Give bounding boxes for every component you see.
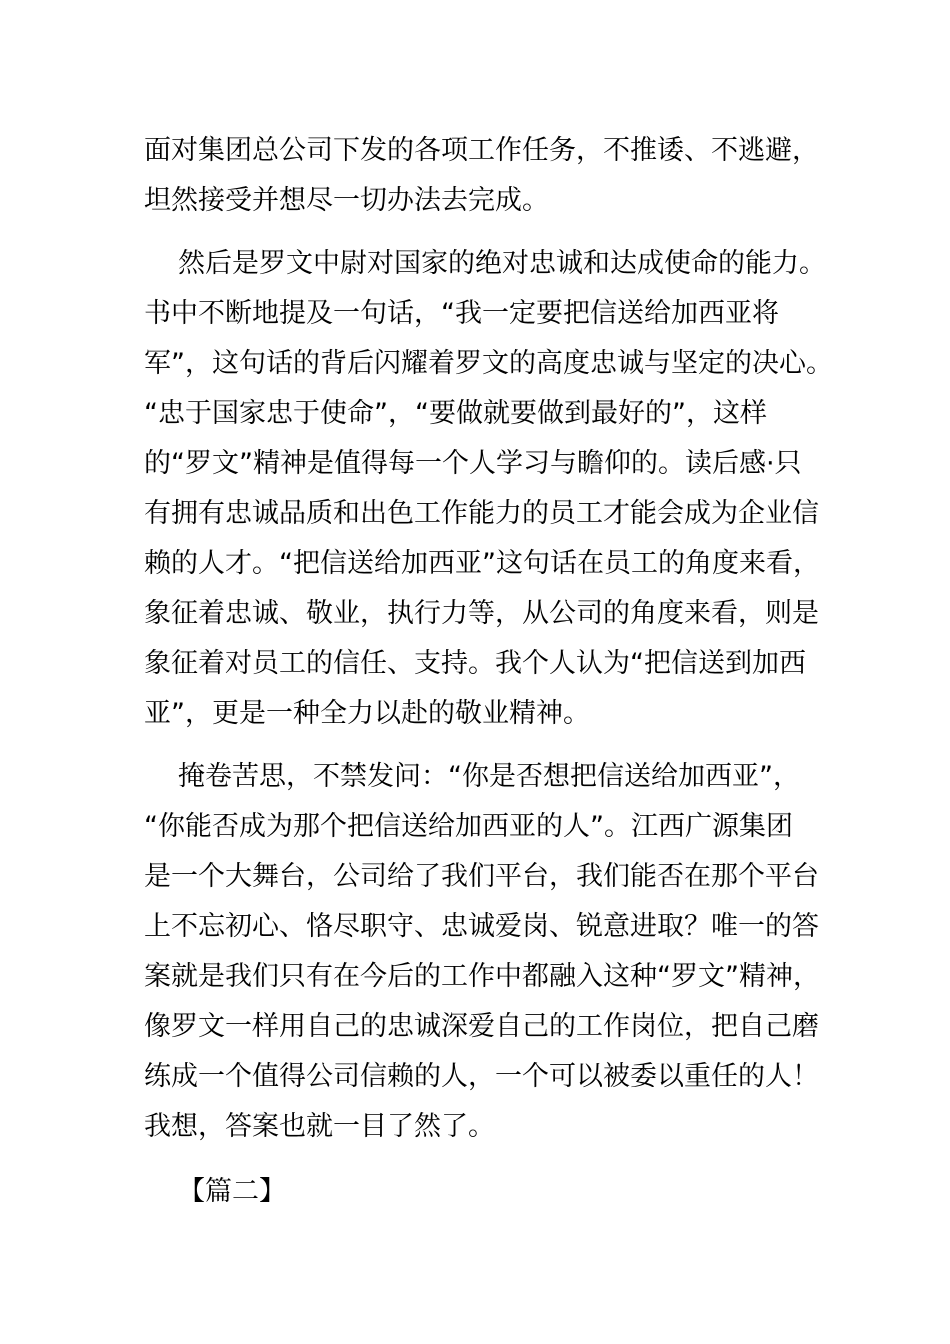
text-line: 我想，答案也就一目了然了。 (144, 1111, 495, 1142)
section-heading: 【篇二】 (178, 1176, 286, 1207)
text-line: 亚”，更是一种全力以赴的敬业精神。 (144, 698, 590, 729)
text-line: 案就是我们只有在今后的工作中都融入这种“罗文”精神， (144, 961, 820, 992)
text-line: 书中不断地提及一句话，“我一定要把信送给加西亚将 (144, 298, 779, 329)
text-line: 赖的人才。“把信送给加西亚”这句话在员工的角度来看， (144, 548, 820, 579)
document-body (144, 126, 833, 1217)
text-line: 的“罗文”精神是值得每一个人学习与瞻仰的。读后感·只 (144, 448, 802, 479)
text-line: 象征着忠诚、敬业，执行力等，从公司的角度来看，则是 (144, 598, 819, 629)
text-line: 军”，这句话的背后闪耀着罗文的高度忠诚与坚定的决心。 (144, 348, 833, 379)
text-line: 上不忘初心、恪尽职守、忠诚爱岗、锐意进取？唯一的答 (144, 911, 819, 942)
paragraph-2 (144, 239, 833, 739)
text-line: 坦然接受并想尽一切办法去完成。 (144, 185, 549, 216)
text-line: 然后是罗文中尉对国家的绝对忠诚和达成使命的能力。 (178, 248, 826, 279)
text-line: 面对集团总公司下发的各项工作任务，不推诿、不逃避， (144, 135, 819, 166)
text-line: “忠于国家忠于使命”，“要做就要做到最好的”，这样 (144, 398, 767, 429)
text-line: 是一个大舞台，公司给了我们平台，我们能否在那个平台 (144, 861, 819, 892)
text-line: 象征着对员工的信任、支持。我个人认为“把信送到加西 (144, 648, 806, 679)
paragraph-1 (144, 126, 819, 226)
text-line: 练成一个值得公司信赖的人，一个可以被委以重任的人！ (144, 1061, 819, 1092)
text-line: 掩卷苦思，不禁发问：“你是否想把信送给加西亚”， (178, 761, 800, 792)
text-line: 有拥有忠诚品质和出色工作能力的员工才能会成为企业信 (144, 498, 819, 529)
text-line: “你能否成为那个把信送给加西亚的人”。江西广源集团 (144, 811, 793, 842)
paragraph-3 (144, 752, 820, 1152)
text-line: 像罗文一样用自己的忠诚深爱自己的工作岗位，把自己磨 (144, 1011, 819, 1042)
